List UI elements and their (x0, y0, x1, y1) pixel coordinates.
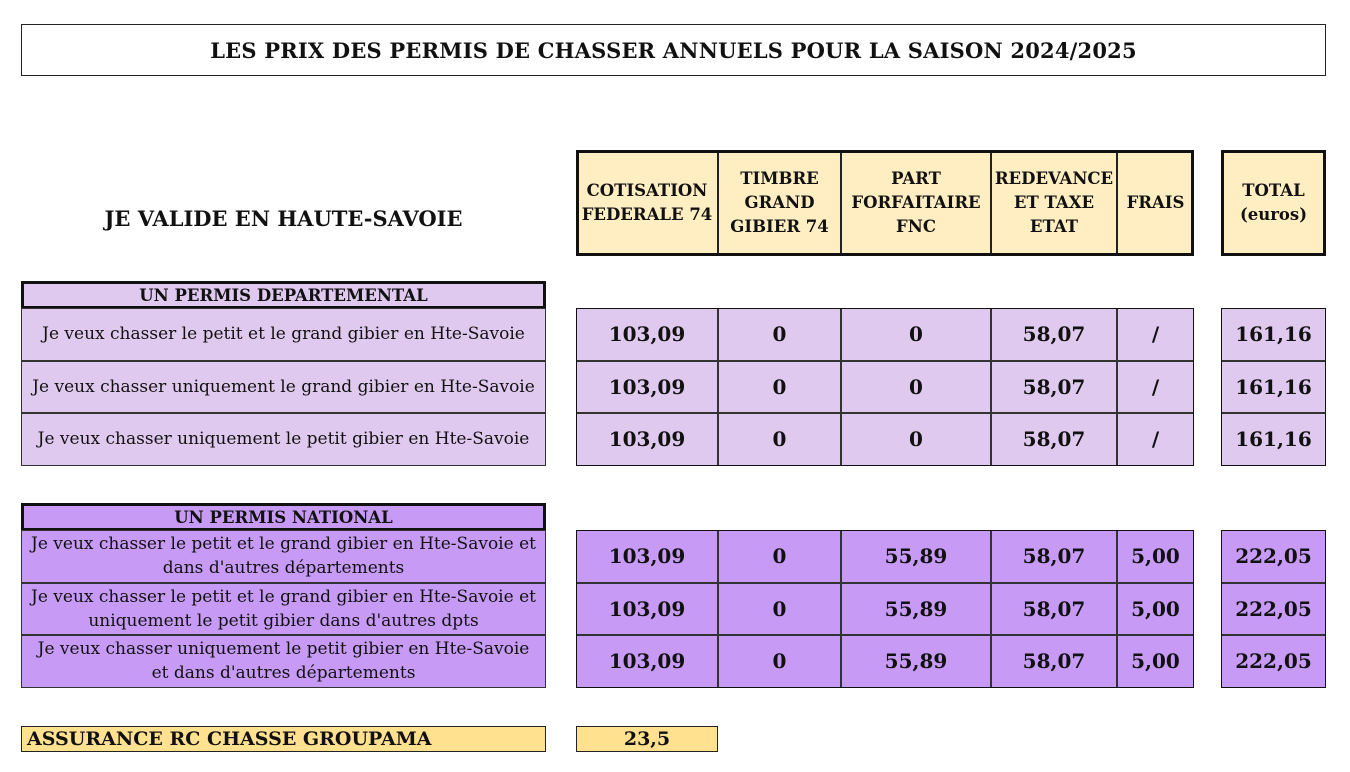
section-label-departemental: UN PERMIS DEPARTEMENTAL (21, 281, 546, 309)
cell-total: 161,16 (1221, 308, 1326, 361)
cell-total: 222,05 (1221, 635, 1326, 688)
row-label: Je veux chasser uniquement le petit gibier en Hte-Savoie et dans d'autres départements (21, 635, 546, 688)
cell-redevance: 58,07 (991, 530, 1117, 583)
cell-timbre: 0 (718, 361, 841, 414)
cell-cotisation: 103,09 (576, 583, 718, 636)
page-title: LES PRIX DES PERMIS DE CHASSER ANNUELS POUR LA SAISON 2024/2025 (21, 24, 1326, 76)
subtitle: JE VALIDE EN HAUTE-SAVOIE (104, 205, 463, 231)
cell-redevance: 58,07 (991, 413, 1117, 466)
cell-part-fnc: 55,89 (841, 583, 991, 636)
cell-part-fnc: 55,89 (841, 635, 991, 688)
cell-redevance: 58,07 (991, 635, 1117, 688)
header-frais: FRAIS (1117, 150, 1194, 256)
cell-redevance: 58,07 (991, 308, 1117, 361)
cell-cotisation: 103,09 (576, 413, 718, 466)
row-label: Je veux chasser uniquement le petit gibier en Hte-Savoie (21, 413, 546, 466)
cell-frais: 5,00 (1117, 583, 1194, 636)
cell-part-fnc: 0 (841, 361, 991, 414)
header-redevance: REDEVANCE ET TAXE ETAT (991, 150, 1117, 256)
cell-cotisation: 103,09 (576, 361, 718, 414)
cell-timbre: 0 (718, 583, 841, 636)
cell-cotisation: 103,09 (576, 308, 718, 361)
cell-frais: / (1117, 361, 1194, 414)
insurance-value: 23,5 (576, 726, 718, 752)
cell-cotisation: 103,09 (576, 635, 718, 688)
cell-timbre: 0 (718, 635, 841, 688)
header-timbre: TIMBRE GRAND GIBIER 74 (718, 150, 841, 256)
cell-part-fnc: 0 (841, 413, 991, 466)
header-total: TOTAL (euros) (1221, 150, 1326, 256)
cell-timbre: 0 (718, 530, 841, 583)
cell-redevance: 58,07 (991, 583, 1117, 636)
cell-cotisation: 103,09 (576, 530, 718, 583)
header-cotisation: COTISATION FEDERALE 74 (576, 150, 718, 256)
cell-frais: 5,00 (1117, 635, 1194, 688)
row-label: Je veux chasser uniquement le grand gibier en Hte-Savoie (21, 361, 546, 414)
header-part-fnc: PART FORFAITAIRE FNC (841, 150, 991, 256)
cell-part-fnc: 0 (841, 308, 991, 361)
insurance-label: ASSURANCE RC CHASSE GROUPAMA (21, 726, 546, 752)
row-label: Je veux chasser le petit et le grand gibier en Hte-Savoie (21, 308, 546, 361)
cell-timbre: 0 (718, 308, 841, 361)
row-label: Je veux chasser le petit et le grand gibier en Hte-Savoie et dans d'autres départements (21, 530, 546, 583)
cell-total: 161,16 (1221, 413, 1326, 466)
cell-total: 222,05 (1221, 530, 1326, 583)
cell-part-fnc: 55,89 (841, 530, 991, 583)
cell-total: 222,05 (1221, 583, 1326, 636)
row-label: Je veux chasser le petit et le grand gibier en Hte-Savoie et uniquement le petit gibier dans d'autres dpts (21, 583, 546, 636)
section-label-national: UN PERMIS NATIONAL (21, 503, 546, 531)
cell-frais: 5,00 (1117, 530, 1194, 583)
cell-redevance: 58,07 (991, 361, 1117, 414)
cell-frais: / (1117, 308, 1194, 361)
cell-frais: / (1117, 413, 1194, 466)
cell-total: 161,16 (1221, 361, 1326, 414)
cell-timbre: 0 (718, 413, 841, 466)
